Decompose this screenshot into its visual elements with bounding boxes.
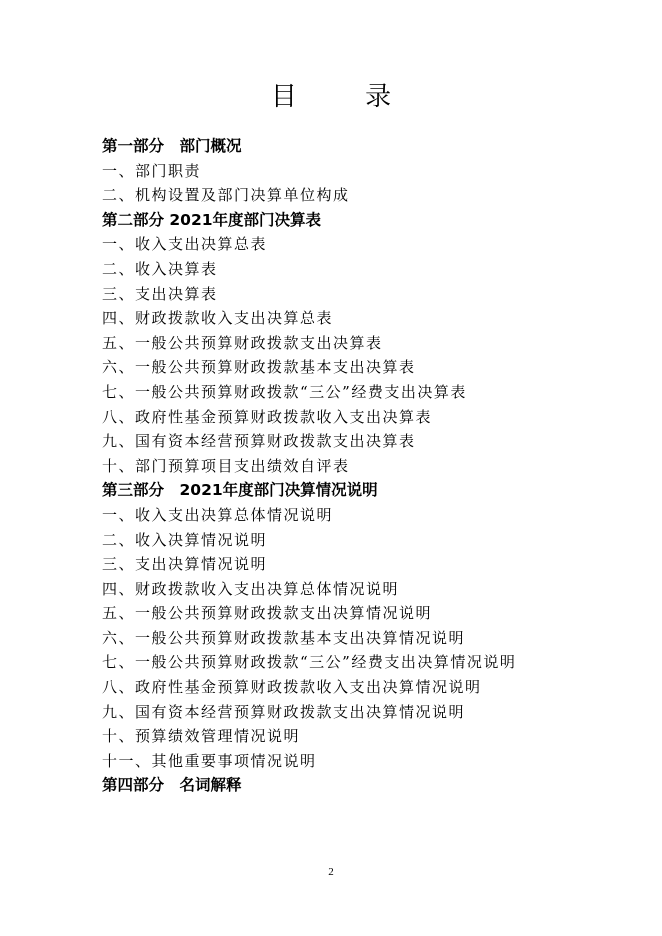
toc-item: 四、财政拨款收入支出决算总表 — [102, 309, 334, 328]
toc-item: 六、一般公共预算财政拨款基本支出决算表 — [102, 358, 416, 377]
toc-item: 三、支出决算情况说明 — [102, 555, 268, 574]
toc-item: 七、一般公共预算财政拨款“三公”经费支出决算表 — [102, 382, 467, 401]
page-number: 2 — [328, 866, 334, 878]
toc-item: 六、一般公共预算财政拨款基本支出决算情况说明 — [102, 628, 466, 647]
toc-item: 八、政府性基金预算财政拨款收入支出决算情况说明 — [102, 678, 482, 697]
toc-item: 一、收入支出决算总表 — [102, 235, 268, 254]
toc-item: 四、财政拨款收入支出决算总体情况说明 — [102, 579, 400, 598]
toc-part-heading: 第四部分 名词解释 — [102, 776, 242, 795]
toc-item: 五、一般公共预算财政拨款支出决算表 — [102, 333, 383, 352]
toc-part-heading: 第二部分 2021年度部门决算表 — [102, 210, 322, 229]
toc-item: 十、预算绩效管理情况说明 — [102, 727, 301, 746]
table-of-contents — [102, 134, 642, 798]
toc-item: 九、国有资本经营预算财政拨款支出决算表 — [102, 432, 416, 451]
page-title: 目 录 — [270, 82, 422, 112]
toc-item: 二、机构设置及部门决算单位构成 — [102, 186, 350, 205]
toc-item: 八、政府性基金预算财政拨款收入支出决算表 — [102, 407, 433, 426]
toc-item: 七、一般公共预算财政拨款“三公”经费支出决算情况说明 — [102, 653, 517, 672]
toc-item: 十一、其他重要事项情况说明 — [102, 751, 317, 770]
toc-part-heading: 第一部分 部门概况 — [102, 137, 242, 155]
toc-item: 五、一般公共预算财政拨款支出决算情况说明 — [102, 604, 433, 623]
toc-item: 十、部门预算项目支出绩效自评表 — [102, 456, 350, 475]
toc-item: 一、收入支出决算总体情况说明 — [102, 505, 334, 524]
toc-item: 二、收入决算情况说明 — [102, 530, 268, 549]
toc-item: 二、收入决算表 — [102, 259, 218, 278]
toc-part-heading: 第三部分 2021年度部门决算情况说明 — [102, 481, 378, 500]
toc-item: 三、支出决算表 — [102, 284, 218, 303]
toc-item: 九、国有资本经营预算财政拨款支出决算情况说明 — [102, 702, 466, 721]
toc-item: 一、部门职责 — [102, 161, 202, 180]
